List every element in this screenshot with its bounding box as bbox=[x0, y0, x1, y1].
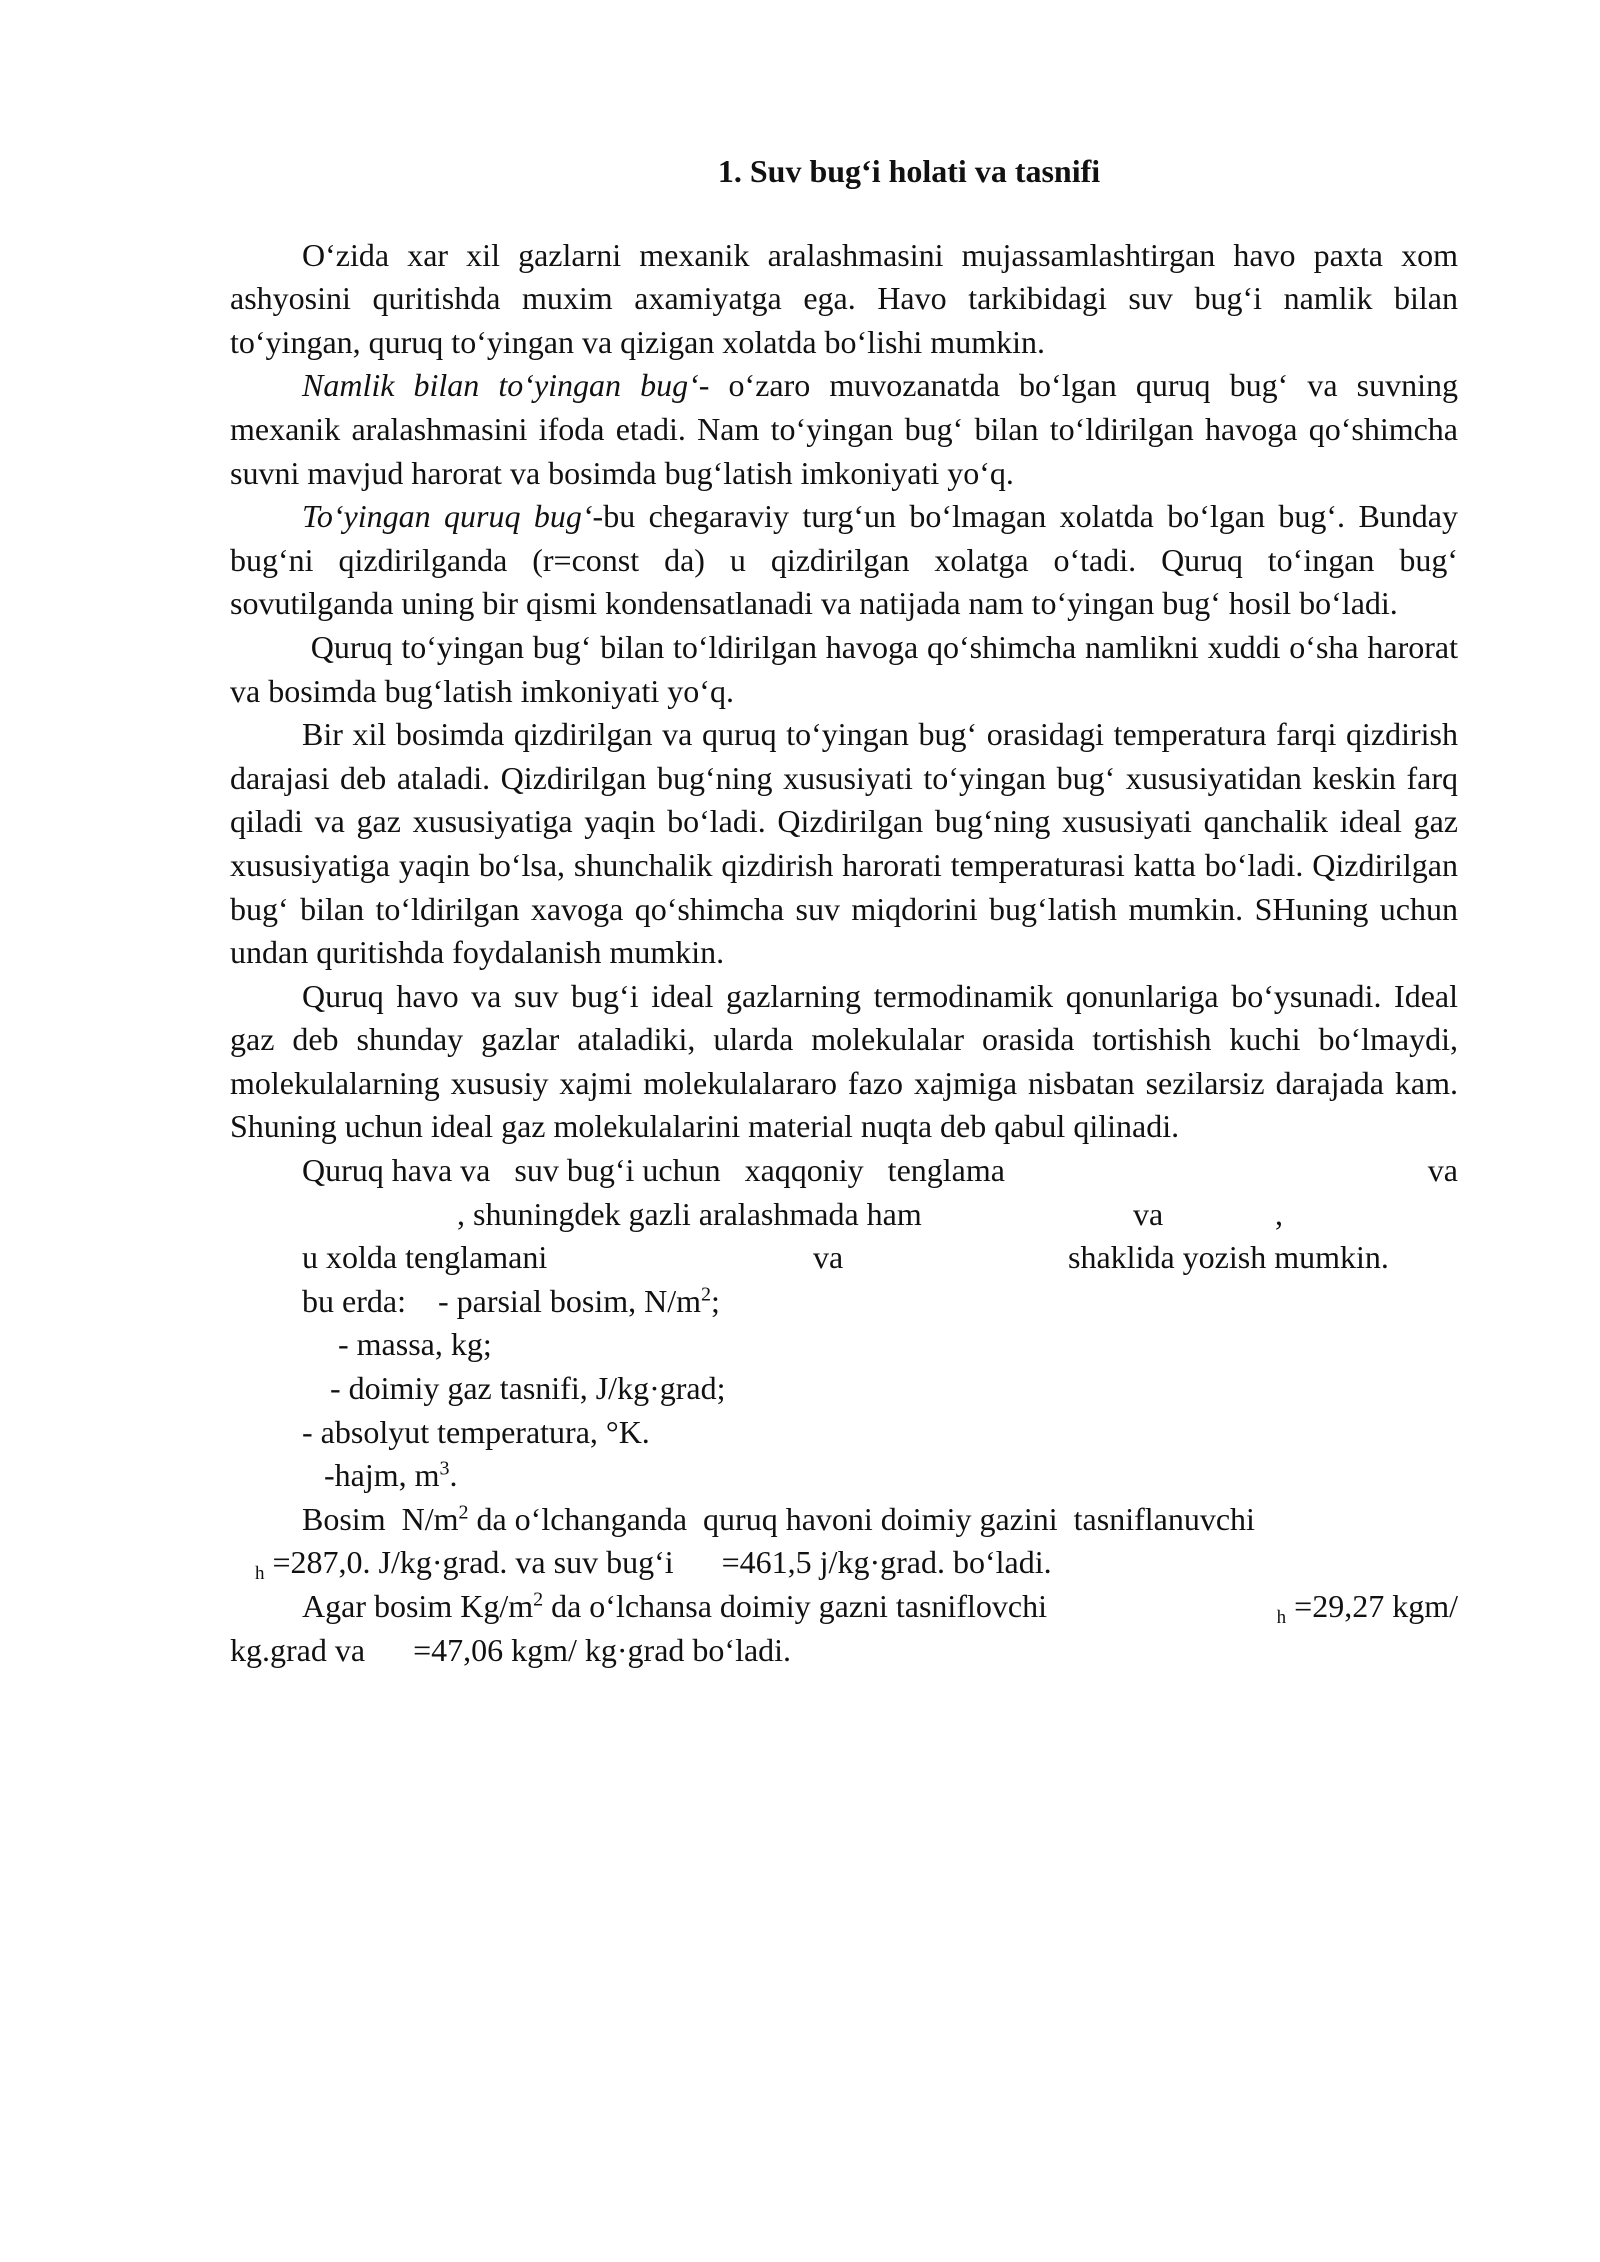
equation-line-1-text: Quruq hava va suv bug‘i uchun xaqqoniy tenglama bbox=[302, 1152, 1005, 1189]
equation-line-2 bbox=[230, 1193, 1458, 1237]
definition-pressure-end: ; bbox=[711, 1282, 720, 1319]
equation-line-3 bbox=[230, 1236, 1458, 1280]
paragraph-3 bbox=[230, 495, 1458, 626]
equation-line-2-va: va bbox=[1133, 1195, 1164, 1232]
superscript: 2 bbox=[701, 1283, 712, 1306]
kgm-line-1-text-b: da o‘lchansa doimiy gazni tasniflovchi bbox=[543, 1588, 1047, 1624]
pressure-paragraph-line-1 bbox=[230, 1498, 1458, 1542]
pressure-paragraph-line-2 bbox=[230, 1541, 1458, 1585]
definition-volume-end: . bbox=[449, 1457, 458, 1494]
subscript: h bbox=[255, 1563, 265, 1585]
paragraph-5: Bir xil bosimda qizdirilgan va quruq to‘yingan bug‘ orasidagi temperatura farqi qizdirish darajasi deb ataladi. Qizdirilgan bug‘ning xususiyati to‘yingan bug‘ xususiyatidan keskin farq qiladi va gaz xususiyatiga yaqin bo‘ladi. Qizdirilgan bug‘ning xususiyati qanchalik ideal gaz xususiyatiga yaqin bo‘lsa, shunchalik qizdirish harorati temperaturasi katta bo‘ladi. Qizdirilgan bug‘ bilan to‘ldirilgan xavoga qo‘shimcha suv miqdorini bug‘latish mumkin. SHuning uchun undan quritishda foydalanish mumkin. bbox=[230, 716, 1458, 971]
equation-line-1 bbox=[230, 1149, 1458, 1193]
definition-pressure bbox=[230, 1280, 1458, 1324]
definition-mass-text: - massa, kg; bbox=[338, 1326, 492, 1363]
term-dry-steam: To‘yingan quruq bug‘ bbox=[302, 498, 593, 535]
paragraph-2 bbox=[230, 364, 1458, 495]
definition-volume bbox=[230, 1454, 1458, 1498]
document-page bbox=[230, 150, 1467, 1672]
pressure-line-2-text: =287,0. J/kg·grad. va suv bug‘i =461,5 j/kg·grad. bo‘ladi. bbox=[264, 1544, 1052, 1581]
definition-temperature bbox=[230, 1411, 1458, 1455]
kgm-line-1-text-a: Agar bosim Kg/m bbox=[302, 1588, 534, 1624]
definition-gas-constant bbox=[230, 1367, 1458, 1411]
paragraph-3-text: -bu chegaraviy turg‘un bo‘lmagan xolatda bo‘lgan bug‘. Bunday bug‘ni qizdirilganda (r=const da) u qizdirilgan xolatga o‘tadi. Quruq to‘ingan bug‘ sovutilganda uning bir qismi kondensatlanadi va natijada nam to‘yingan bug‘ hosil bo‘ladi. bbox=[230, 498, 1458, 622]
definition-gas-constant-text: - doimiy gaz tasnifi, J/kg·grad; bbox=[330, 1370, 726, 1407]
superscript: 3 bbox=[439, 1457, 450, 1480]
equation-line-3-va: va bbox=[813, 1239, 844, 1276]
definition-mass bbox=[230, 1323, 1458, 1367]
kgm-paragraph-line-2 bbox=[230, 1629, 1458, 1673]
superscript: 2 bbox=[533, 1588, 544, 1611]
kgm-line-1-text-c: =29,27 kgm/ bbox=[1286, 1588, 1458, 1624]
definition-temperature-text: - absolyut temperatura, °K. bbox=[302, 1413, 650, 1450]
paragraph-2-text: - o‘zaro muvozanatda bo‘lgan quruq bug‘ va suvning mexanik aralashmasini ifoda etadi. Nam to‘yingan bug‘ bilan to‘ldirilgan havoga qo‘shimcha suvni mavjud harorat va bosimda bug‘latish imkoniyati yo‘q. bbox=[230, 367, 1459, 491]
paragraph-1: O‘zida xar xil gazlarni mexanik aralashmasini mujassamlashtirgan havo paxta xom ashyosini quritishda muxim axamiyatga ega. Havo tarkibidagi suv bug‘i namlik bilan to‘yingan, quruq to‘yingan va qizigan xolatda bo‘lishi mumkin. bbox=[230, 236, 1458, 360]
kgm-line-2-text: kg.grad va =47,06 kgm/ kg·grad bo‘ladi. bbox=[230, 1631, 792, 1668]
equation-line-2-comma: , bbox=[1275, 1195, 1283, 1232]
equation-line-2-text: , shuningdek gazli aralashmada ham bbox=[457, 1195, 922, 1232]
definition-pressure-text: bu erda: - parsial bosim, N/m bbox=[302, 1282, 702, 1319]
paragraph-4: Quruq to‘yingan bug‘ bilan to‘ldirilgan havoga qo‘shimcha namlikni xuddi o‘sha harorat va bosimda bug‘latish imkoniyati yo‘q. bbox=[230, 628, 1467, 709]
subscript: h bbox=[1276, 1607, 1287, 1628]
pressure-line-1-text-b: da o‘lchanganda quruq havoni doimiy gazini tasniflanuvchi bbox=[468, 1500, 1255, 1537]
term-wet-steam: Namlik bilan to‘yingan bug‘ bbox=[302, 367, 699, 404]
paragraph-6: Quruq havo va suv bug‘i ideal gazlarning termodinamik qonunlariga bo‘ysunadi. Ideal gaz deb shunday gazlar ataladiki, ularda molekulalar orasida tortishish kuchi bo‘lmaydi, molekulalarning xususiy xajmi molekulalararo fazo xajmiga nisbatan sezilarsiz darajada kam. Shuning uchun ideal gaz molekulalarini material nuqta deb qabul qilinadi. bbox=[230, 977, 1458, 1145]
superscript: 2 bbox=[458, 1501, 469, 1524]
equation-line-1-va: va bbox=[1427, 1152, 1458, 1189]
definition-volume-text: -hajm, m bbox=[324, 1457, 440, 1494]
pressure-line-1-text-a: Bosim N/m bbox=[302, 1500, 459, 1537]
kgm-paragraph-line-1 bbox=[230, 1585, 1458, 1629]
page-title: 1. Suv bug‘i holati va tasnifi bbox=[717, 153, 1101, 189]
equation-line-3-end: shaklida yozish mumkin. bbox=[1068, 1239, 1389, 1276]
equation-line-3-text: u xolda tenglamani bbox=[302, 1239, 548, 1276]
